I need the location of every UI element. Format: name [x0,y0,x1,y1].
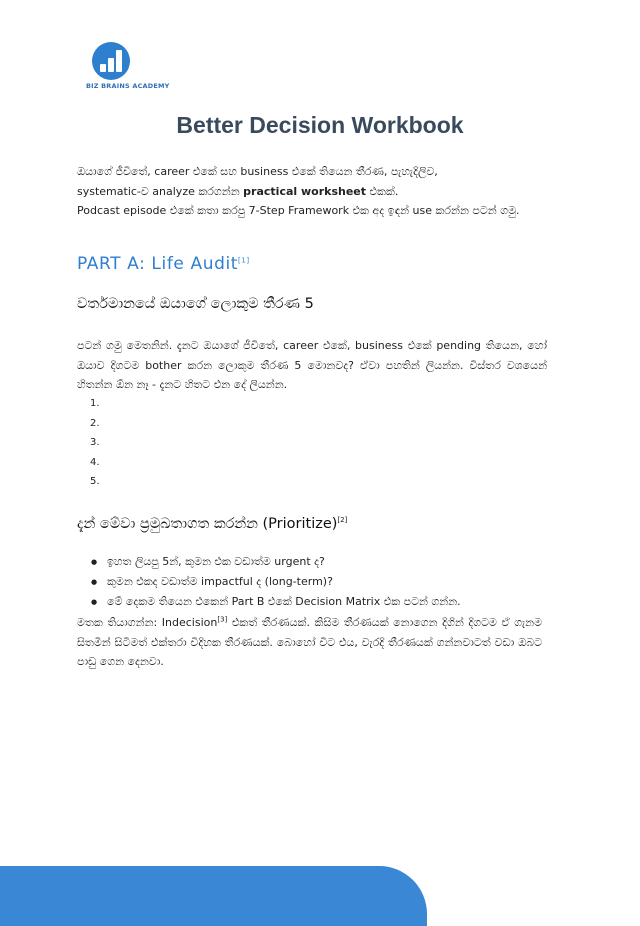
logo-bar [100,64,106,72]
bullet-list [91,552,551,612]
list-item: 3. [90,437,100,449]
list-item: 5. [90,476,100,488]
intro-line-2-pre: systematic-ව analyze කරගන්න [77,184,244,198]
bar-chart-icon [92,42,130,80]
intro-line-2-post: එකක්. [366,184,399,198]
logo-bar [108,58,114,72]
intro-bold: practical worksheet [243,184,367,198]
page-title: Better Decision Workbook [176,112,464,138]
logo-bar [116,50,122,72]
bullet-item: ● කුමන එකද වඩාත්ම impactful ද (long-term)? [91,572,551,592]
intro-line-3: Podcast episode එකේ කතා කරපු 7-Step Framework එක අද ඉඳන් use කරන්න පටන් ගමු. [77,204,520,217]
brand-name: BIZ BRAINS ACADEMY [86,82,170,90]
intro-line-1: ඔයාගේ ජීවිතේ, career එකේ සහ business එකේ තියෙන තීරණ, පැහැදිලිව, [77,165,438,178]
list-item: 1. [90,398,100,409]
bullet-item: ● මේ දෙකම තියෙන එකෙන් Part B එකේ Decision Matrix එක පටන් ගන්න. [91,592,551,612]
list-item: 4. [90,456,100,468]
footnote-ref-3[interactable]: [3] [217,615,228,624]
section-1-paragraph: පටන් ගමු මෙතනින්. දැනට ඔයාගේ ජීවිතේ, career එකේ, business එකේ pending තියෙන, හෝ ඔයාව දිගටම bother කරන ලොකුම තීරණ 5 මොනවද? ඒවා පහතින් ලියන්න. විස්තර වශයෙන් හිතන්න ඕන නෑ - දැනට හිතට එන දේ ලියන්න. [77,339,547,391]
list-item: 2. [90,417,100,429]
note-post: එකත් තීරණයක්. කිසිම තීරණයක් නොගෙන දිගින් දිගටම ඒ ගැනම සිතමින් සිටීමත් එක්තරා විදිහක තීරණයක්. බොහෝ විට එය, වැරදි තීරණයක් ගන්නවාටත් වඩා ඔබට පාඩු ගෙන දෙනවා. [77,616,542,668]
footer-band [0,866,427,926]
intro-paragraph [77,162,547,221]
footnote-ref-2[interactable]: [2] [337,516,348,525]
section-2-heading [77,516,347,532]
part-a-heading [77,254,250,274]
section-1-heading: වර්තමානයේ ඔයාගේ ලොකුම තීරණ 5 [77,296,314,312]
section-2-title: දැන් මේවා ප්‍රමුඛතාගත කරන්න (Prioritize) [77,516,338,532]
indecision-note [77,613,542,672]
part-a-title: PART A: Life Audit [77,254,239,274]
bullet-item: ● ඉහත ලියපු 5න්, කුමන එක වඩාත්ම urgent ද? [91,552,551,572]
brand-logo [86,42,176,92]
footnote-ref-1[interactable]: [1] [238,256,250,265]
numbered-list [90,394,100,492]
note-pre: මතක තියාගන්න: Indecision [77,616,218,629]
